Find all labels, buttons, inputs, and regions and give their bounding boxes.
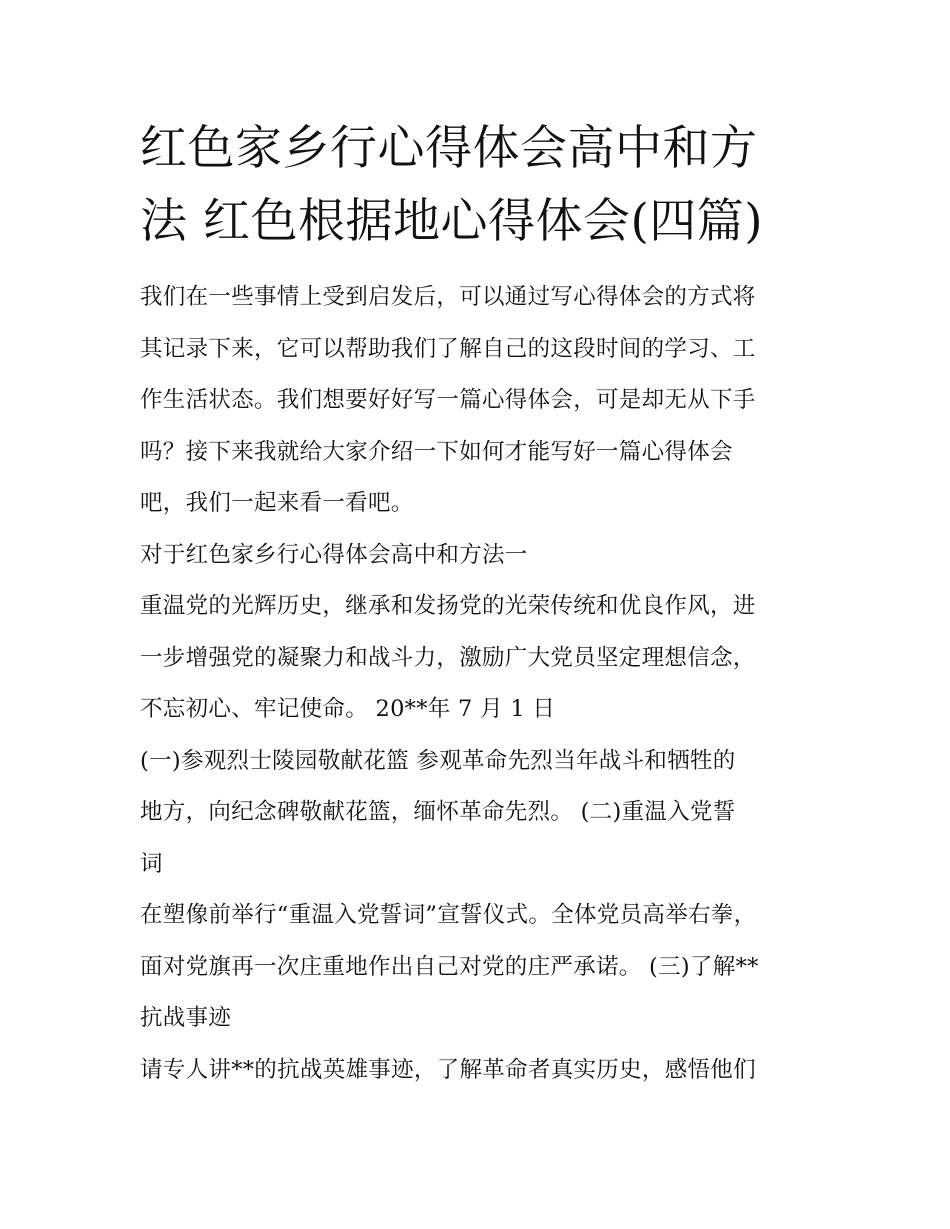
paragraph-section-heading: 对于红色家乡行心得体会高中和方法一 — [140, 541, 528, 568]
paragraph-step-two: 在塑像前举行“重温入党誓词”宣誓仪式。全体党员高举右拳， 面对党旗再一次庄重地作出自己对党的庄严承诺。 (三)了解** 抗战事迹 — [140, 902, 759, 1031]
paragraph-intro: 我们在一些事情上受到启发后，可以通过写心得体会的方式将 其记录下来，它可以帮助我们了解自己的这段时间的学习、工 作生活状态。我们想要好好写一篇心得体会，可是却无从下手 吗？接下来我就给大家介绍一下如何才能写好一篇心得体会 吧，我们一起来看一看吧。 — [140, 284, 756, 516]
document-title: 红色家乡行心得体会高中和方 法 红色根据地心得体会(四篇) — [140, 121, 764, 249]
document-body — [140, 112, 815, 1096]
paragraph-step-three: 请专人讲**的抗战英雄事迹，了解革命者真实历史，感悟他们 — [140, 1056, 756, 1083]
paragraph-purpose: 重温党的光辉历史，继承和发扬党的光荣传统和优良作风，进 一步增强党的凝聚力和战斗力，激励广大党员坚定理想信念， 不忘初心、牢记使命。 20**年 7 月 1 日 — [140, 593, 756, 722]
paragraph-step-one: (一)参观烈士陵园敬献花篮 参观革命先烈当年战斗和牺牲的 地方，向纪念碑敬献花篮，缅怀革命先烈。 (二)重温入党誓 词 — [140, 747, 736, 877]
